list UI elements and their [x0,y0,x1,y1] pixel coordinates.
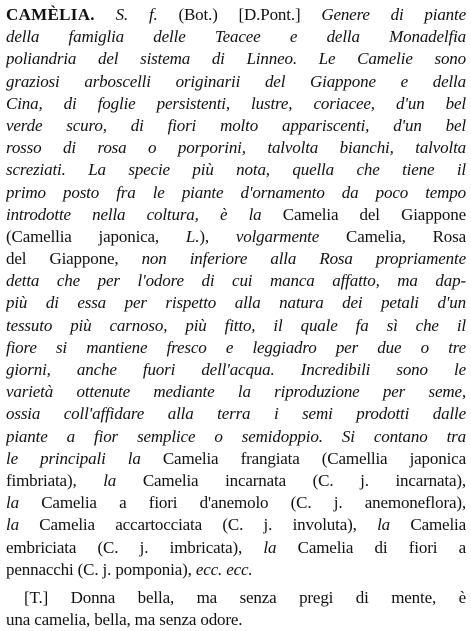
text-run: una camelia, bella, ma senza odore. [6,610,243,630]
entry-line [6,48,466,70]
entry-line [6,204,466,226]
entry-line [6,559,466,581]
text-run: le principali la [6,448,141,468]
text-run: Cina, di foglie persistenti, lustre, coriacee, d'un bel [6,93,466,113]
note-line [6,609,466,631]
entry-line [6,403,466,425]
text-run: è la [219,204,262,224]
text-run: detta che per l'odore di cui manca affatto, ma dap- [6,271,466,291]
text-run: (Bot.) [D.Pont.] [157,5,322,24]
text-run: fimbriata), [6,470,104,490]
entry-line [6,514,466,536]
entry-line [6,115,466,137]
entry-line [6,226,466,248]
entry-note [6,587,466,631]
text-run: ), [199,226,236,246]
entry-line [6,137,466,159]
dictionary-entry [6,4,466,631]
text-run: ossia coll'affidare alla terra i semi prodotti dalle [6,404,466,424]
text-run: varietà ottenute mediante la riproduzione per seme, [6,382,466,402]
entry-line [6,448,466,470]
text-run: primo posto fra le piante d'ornamento da poco tempo [6,182,466,202]
text-run: embriciata (C. j. imbricata), [6,537,264,557]
text-run: del Giappone, [6,249,142,269]
entry-line [6,71,466,93]
text-run: Camelia a fiori d'anemolo (C. j. anemoneflora), [18,493,466,513]
text-run: più di essa per rispetto alla natura dei petali d'un [6,293,466,313]
text-run: verde scuro, di fiori molto appariscenti, d'un bel [6,115,466,135]
entry-line [6,182,466,204]
entry-line [6,93,466,115]
entry-line [6,470,466,492]
text-run: screziati. La specie più nota, quella che tiene il [6,160,466,180]
text-run [199,205,220,224]
entry-line [6,537,466,559]
text-run: Camelia, Rosa [319,226,466,246]
entry-line [6,315,466,337]
text-run: la [377,515,391,535]
text-run: giorni, anche fuori dell'acqua. Incredibili sono le [6,360,466,379]
entry-line [6,4,466,26]
text-run: poliandria del sistema di Linneo. Le Camelie sono [6,49,466,69]
text-run: Camelia incarnata (C. j. incarnata), [116,470,466,490]
text-run: piante a fior semplice o semidoppio. Si contano tra [6,426,466,446]
entry-line [6,248,466,270]
entry-line [6,26,466,48]
entry-line [6,292,466,314]
text-run: (Camellia japonica, [6,226,186,246]
text-run: S. f. [115,5,158,24]
note-line [6,587,466,609]
text-run: della famiglia delle Teacee e della Monadelfia [6,27,466,47]
text-run: [T.] Donna bella, ma senza pregi di mente, è [24,587,466,607]
entry-line [6,381,466,403]
text-run: pennacchi (C. j. pomponia), [6,559,196,579]
text-run: Camelia [390,515,466,535]
text-run: la [103,470,117,490]
entry-body [6,4,466,581]
entry-line [6,359,466,381]
text-run: volgarmente [235,226,320,246]
text-run: Genere di piante [321,5,466,24]
text-run: graziosi arboscelli originarii del Giappone e della [6,71,466,91]
text-run: Camelia frangiata (Camellia japonica [140,448,466,468]
text-run: introdotte nella coltura, [6,204,199,224]
text-run: la [263,537,277,557]
text-run: rosso di rosa o porporini, talvolta bianchi, talvolta [6,138,466,158]
text-run: ecc. ecc. [195,559,253,579]
headword: CAMÈLIA. [6,5,95,24]
text-run: Camelia del Giappone [261,204,466,224]
text-run: tessuto più carnoso, più fitto, il quale fa sì che il [6,315,466,335]
text-run: la [6,493,19,513]
entry-line [6,337,466,359]
text-run: L. [185,226,200,246]
text-run: Camelia accartocciata (C. j. involuta), [18,515,378,535]
entry-line [6,426,466,448]
entry-line [6,159,466,181]
text-run: non inferiore alla Rosa propriamente [141,249,466,269]
entry-line [6,492,466,514]
text-run [95,5,116,24]
text-run: fiore si mantiene fresco e leggiadro per due o tre [6,337,466,357]
entry-line [6,270,466,292]
text-run: la [6,515,19,535]
text-run: Camelia di fiori a [276,537,466,557]
